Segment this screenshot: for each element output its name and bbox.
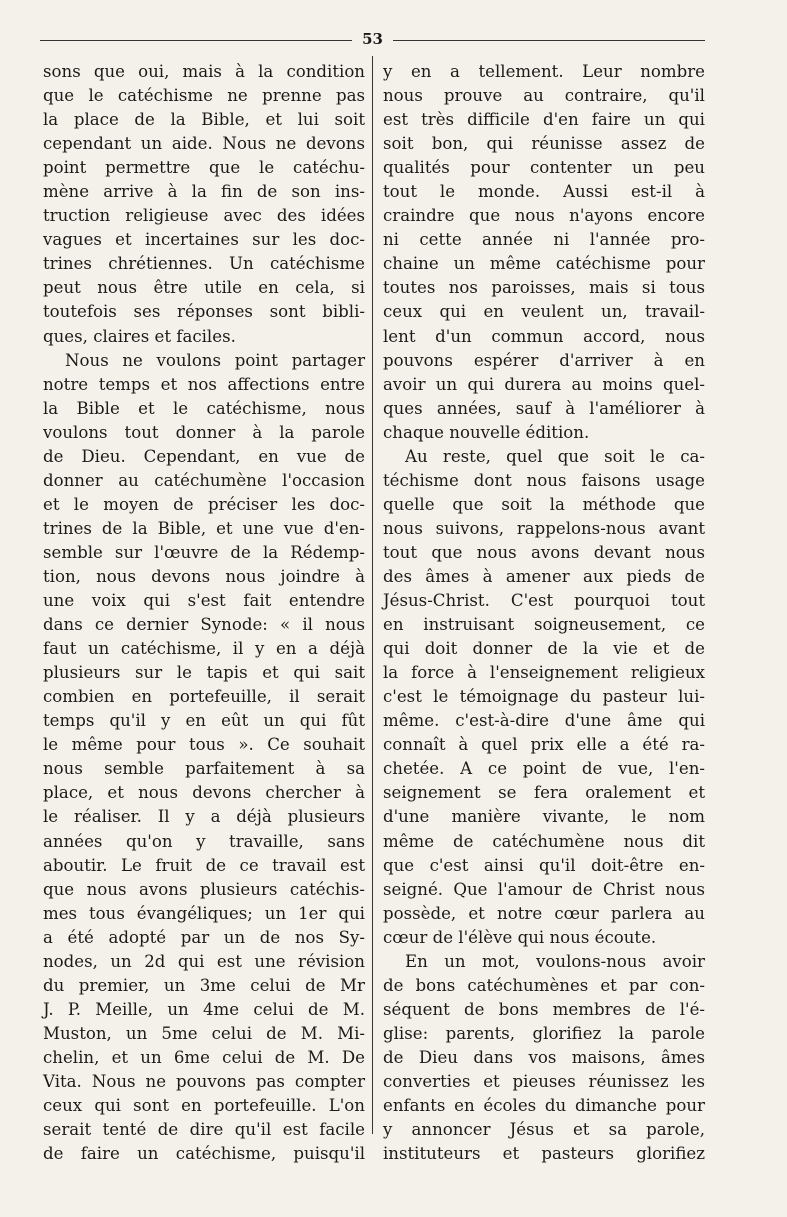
text-line: la force à l'enseignement religieux <box>383 663 705 683</box>
text-line: le réaliser. Il y a déjà plusieurs <box>43 807 365 827</box>
text-line: trines chrétiennes. Un catéchisme <box>43 254 365 274</box>
text-line: faut un catéchisme, il y en a déjà <box>43 639 365 659</box>
text-line: ques, claires et faciles. <box>43 326 236 346</box>
text-line: nous prouve au contraire, qu'il <box>383 86 705 106</box>
text-line: glise: parents, glorifiez la parole <box>383 1023 705 1043</box>
text-line: point permettre que le catéchu- <box>43 158 365 178</box>
text-line: ni cette année ni l'année pro- <box>383 230 705 250</box>
text-line: la place de la Bible, et lui soit <box>43 110 365 130</box>
text-line: que c'est ainsi qu'il doit-être en- <box>383 855 705 875</box>
text-line: qui doit donner de la vie et de <box>383 639 705 659</box>
text-line: possède, et notre cœur parlera au <box>383 903 705 923</box>
page-number: 53 <box>362 30 383 48</box>
text-line: toutefois ses réponses sont bibli- <box>43 302 365 322</box>
text-line: toutes nos paroisses, mais si tous <box>383 278 705 298</box>
text-line: des âmes à amener aux pieds de <box>383 566 705 586</box>
text-line: séquent de bons membres de l'é- <box>383 999 705 1019</box>
text-line: temps qu'il y en eût un qui fût <box>43 711 365 731</box>
header-rule-right <box>393 40 705 41</box>
text-line: cependant un aide. Nous ne devons <box>43 134 365 154</box>
text-line: Muston, un 5me celui de M. Mi- <box>43 1023 365 1043</box>
text-line: tout que nous avons devant nous <box>383 542 705 562</box>
text-line: instituteurs et pasteurs glorifiez <box>383 1144 705 1164</box>
text-line: notre temps et nos affections entre <box>43 374 365 394</box>
text-line: une voix qui s'est fait entendre <box>43 591 365 611</box>
text-line: soit bon, qui réunisse assez de <box>383 134 705 154</box>
text-line: combien en portefeuille, il serait <box>43 687 365 707</box>
text-line: En un mot, voulons-nous avoir <box>405 951 705 971</box>
text-line: de Dieu. Cependant, en vue de <box>43 446 365 466</box>
text-line: peut nous être utile en cela, si <box>43 278 365 298</box>
text-line: sons que oui, mais à la condition <box>43 62 365 81</box>
text-line: pouvons espérer d'arriver à en <box>383 350 705 370</box>
text-line: quelle que soit la méthode que <box>383 494 705 514</box>
text-line: c'est le témoignage du pasteur lui- <box>383 687 705 707</box>
text-line: de bons catéchumènes et par con- <box>383 975 705 995</box>
text-line: converties et pieuses réunissez les <box>383 1071 705 1091</box>
text-line: y en a tellement. Leur nombre <box>383 62 705 81</box>
text-line: trines de la Bible, et une vue d'en- <box>43 518 365 538</box>
text-line: que le catéchisme ne prenne pas <box>43 86 365 106</box>
text-line: lent d'un commun accord, nous <box>383 326 705 346</box>
text-line: mes tous évangéliques; un 1er qui <box>43 903 365 923</box>
text-line: le même pour tous ». Ce souhait <box>43 735 365 755</box>
text-line: connaît à quel prix elle a été ra- <box>383 735 705 755</box>
text-line: téchisme dont nous faisons usage <box>383 470 705 490</box>
text-line: ques années, sauf à l'améliorer à <box>383 398 705 418</box>
text-line: chaine un même catéchisme pour <box>383 254 705 274</box>
text-line: d'une manière vivante, le nom <box>383 807 705 827</box>
text-line: enfants en écoles du dimanche pour <box>383 1096 705 1116</box>
right-column <box>383 60 705 1164</box>
text-line: vagues et incertaines sur les doc- <box>43 230 365 250</box>
text-line: nodes, un 2d qui est une révision <box>43 951 365 971</box>
text-line: de Dieu dans vos maisons, âmes <box>383 1047 705 1067</box>
text-line: Nous ne voulons point partager <box>65 350 365 370</box>
text-line: la Bible et le catéchisme, nous <box>43 398 365 418</box>
text-line: serait tenté de dire qu'il est facile <box>43 1120 365 1140</box>
text-line: semble sur l'œuvre de la Rédemp- <box>43 542 365 562</box>
page-header <box>40 30 705 50</box>
text-line: donner au catéchumène l'occasion <box>43 470 365 490</box>
text-line: même. c'est-à-dire d'une âme qui <box>383 711 705 731</box>
text-line: chetée. A ce point de vue, l'en- <box>383 759 705 779</box>
column-divider <box>372 56 373 1134</box>
text-line: du premier, un 3me celui de Mr <box>43 975 365 995</box>
text-line: nous suivons, rappelons-nous avant <box>383 518 705 538</box>
text-line: craindre que nous n'ayons encore <box>383 206 705 226</box>
text-line: a été adopté par un de nos Sy- <box>43 927 365 947</box>
text-line: aboutir. Le fruit de ce travail est <box>43 855 365 875</box>
text-line: tout le monde. Aussi est-il à <box>383 182 705 202</box>
text-line: de faire un catéchisme, puisqu'il <box>43 1144 365 1164</box>
text-line: seigné. Que l'amour de Christ nous <box>383 879 705 899</box>
text-line: ceux qui en veulent un, travail- <box>383 302 705 322</box>
text-line: nous semble parfaitement à sa <box>43 759 365 779</box>
text-line: avoir un qui durera au moins quel- <box>383 374 705 394</box>
text-line: seignement se fera oralement et <box>383 783 705 803</box>
text-line: tion, nous devons nous joindre à <box>43 566 365 586</box>
text-line: cœur de l'élève qui nous écoute. <box>383 927 657 947</box>
text-line: mène arrive à la fin de son ins- <box>43 182 365 202</box>
text-line: en instruisant soigneusement, ce <box>383 615 705 635</box>
text-line: Au reste, quel que soit le ca- <box>405 446 705 466</box>
text-line: chaque nouvelle édition. <box>383 422 590 442</box>
left-column <box>43 60 365 1164</box>
text-line: chelin, et un 6me celui de M. De <box>43 1047 365 1067</box>
text-line: années qu'on y travaille, sans <box>43 831 365 851</box>
text-line: même de catéchumène nous dit <box>383 831 705 851</box>
text-line: voulons tout donner à la parole <box>43 422 365 442</box>
text-line: truction religieuse avec des idées <box>43 206 365 226</box>
text-line: J. P. Meille, un 4me celui de M. <box>43 999 365 1019</box>
text-line: place, et nous devons chercher à <box>43 783 365 803</box>
text-line: Vita. Nous ne pouvons pas compter <box>43 1071 365 1091</box>
text-line: Jésus-Christ. C'est pourquoi tout <box>383 591 705 611</box>
text-line: ceux qui sont en portefeuille. L'on <box>43 1096 365 1116</box>
text-line: et le moyen de préciser les doc- <box>43 494 365 514</box>
text-line: que nous avons plusieurs catéchis- <box>43 879 365 899</box>
text-line: plusieurs sur le tapis et qui sait <box>43 663 365 683</box>
text-line: est très difficile d'en faire un qui <box>383 110 705 130</box>
text-line: y annoncer Jésus et sa parole, <box>383 1120 705 1140</box>
text-line: dans ce dernier Synode: « il nous <box>43 615 365 635</box>
text-line: qualités pour contenter un peu <box>383 158 705 178</box>
